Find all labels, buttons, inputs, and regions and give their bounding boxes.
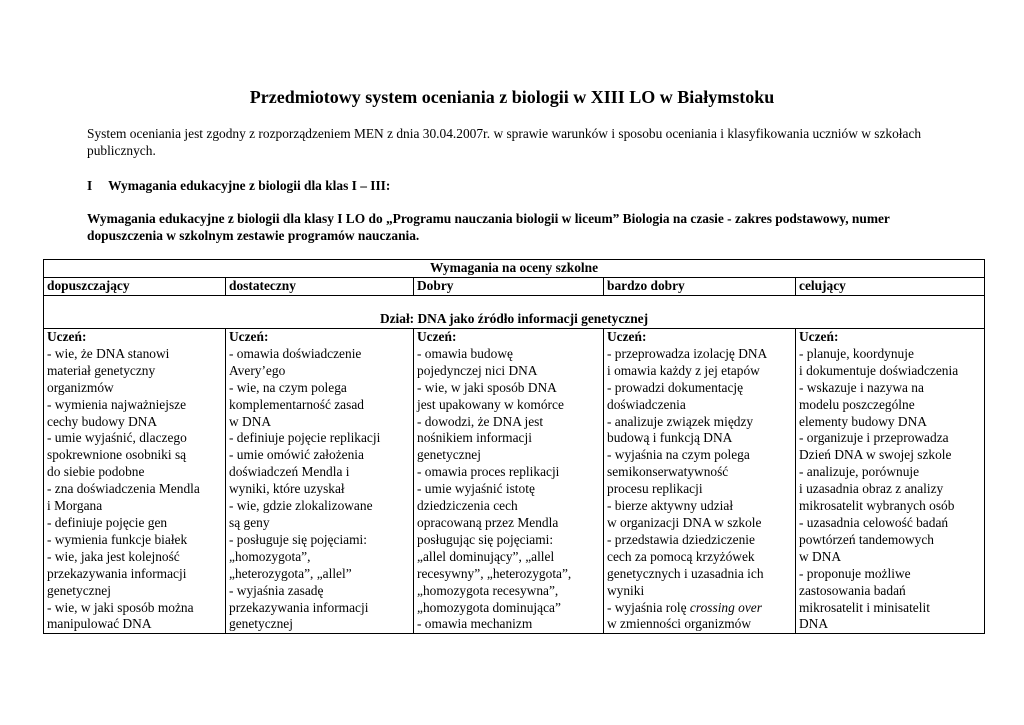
cell-lead: Uczeń:	[47, 329, 87, 344]
requirements-paragraph: Wymagania edukacyjne z biologii dla klasy I LO do „Programu nauczania biologii w liceum” Biologia na czasie - zakres podstawowy, numer dopuszczenia w szkolnym zestawie programów nauczania.	[87, 211, 890, 243]
cell-line: wyniki, które uzyskał	[229, 481, 345, 497]
cell-line: - wyjaśnia zasadę	[229, 582, 324, 598]
cell-lead: Uczeń:	[229, 329, 269, 344]
cell-line: organizmów	[47, 379, 114, 395]
cell-line: genetycznej	[417, 447, 481, 463]
cell-line: dziedziczenia cech	[417, 498, 518, 514]
cell-line: i Morgana	[47, 498, 103, 514]
cell-line: - przedstawia dziedziczenie	[607, 531, 755, 547]
cell-line: wyniki	[607, 582, 645, 598]
grade-column-dopuszczajacy	[44, 329, 226, 634]
cell-line: w zmienności organizmów	[607, 616, 752, 632]
cell-line: przekazywania informacji	[229, 599, 369, 615]
cell-line: - zna doświadczenia Mendla	[47, 481, 200, 497]
cell-line-prefix: - wyjaśnia rolę	[607, 599, 690, 615]
cell-line: „allel dominujący”, „allel	[417, 548, 555, 564]
cell-line: - omawia doświadczenie	[229, 345, 362, 361]
cell-line: Dzień DNA w swojej szkole	[799, 447, 952, 463]
cell-line: genetycznej	[47, 582, 111, 598]
cell-line: - wie, gdzie zlokalizowane	[229, 498, 373, 514]
cell-line: modelu poszczególne	[799, 396, 915, 412]
header-bardzo-dobry: bardzo dobry	[604, 278, 796, 296]
cell-line: - definiuje pojęcie replikacji	[229, 430, 381, 446]
cell-line: - proponuje możliwe	[799, 565, 911, 581]
cell-line: opracowaną przez Mendla	[417, 514, 559, 530]
cell-line: - przeprowadza izolację DNA	[607, 345, 768, 361]
cell-line: - omawia proces replikacji	[417, 464, 560, 480]
section-heading	[87, 178, 390, 194]
cell-line: w DNA	[799, 548, 842, 564]
cell-line: - wskazuje i nazywa na	[799, 379, 924, 395]
section-number: I	[87, 178, 93, 193]
cell-line: są geny	[229, 514, 270, 530]
cell-line: cech za pomocą krzyżówek	[607, 548, 755, 564]
cell-line: - omawia budowę	[417, 345, 513, 361]
cell-line: - dowodzi, że DNA jest	[417, 413, 544, 429]
cell-line: - omawia mechanizm	[417, 616, 533, 632]
grade-column-celujacy	[796, 329, 985, 634]
cell-line: - prowadzi dokumentację	[607, 379, 744, 395]
cell-line: - analizuje związek między	[607, 413, 754, 429]
cell-line: - analizuje, porównuje	[799, 464, 920, 480]
cell-line: mikrosatelit wybranych osób	[799, 498, 955, 514]
cell-line: nośnikiem informacji	[417, 430, 532, 446]
cell-line: budową i funkcją DNA	[607, 430, 733, 446]
cell-line: - umie wyjaśnić istotę	[417, 481, 535, 497]
intro-paragraph: System oceniania jest zgodny z rozporządzeniem MEN z dnia 30.04.2007r. w sprawie warunków i sposobu oceniania i klasyfikowania uczniów w szkołach publicznych.	[87, 126, 922, 158]
cell-lead: Uczeń:	[417, 329, 457, 344]
cell-line: recesywny”, „heterozygota”,	[417, 565, 572, 581]
cell-line: - organizuje i przeprowadza	[799, 430, 949, 446]
cell-line: - wie, w jaki sposób można	[47, 599, 194, 615]
grade-column-dostateczny	[226, 329, 414, 634]
cell-line: - wie, na czym polega	[229, 379, 347, 395]
cell-line: genetycznych i uzasadnia ich	[607, 565, 764, 581]
cell-line: - wie, jaka jest kolejność	[47, 548, 180, 564]
cell-line: - bierze aktywny udział	[607, 498, 734, 514]
cell-line: powtórzeń tandemowych	[799, 531, 934, 547]
table-caption: Wymagania na oceny szkolne	[44, 260, 985, 278]
cell-line: pojedynczej nici DNA	[417, 362, 538, 378]
cell-line: materiał genetyczny	[47, 362, 156, 378]
grade-column-bardzo-dobry	[604, 329, 796, 634]
cell-line: elementy budowy DNA	[799, 413, 927, 429]
cell-line: - posługuje się pojęciami:	[229, 531, 367, 547]
cell-line: - wyjaśnia na czym polega	[607, 447, 750, 463]
table-content-row	[44, 329, 985, 634]
cell-line: i dokumentuje doświadczenia	[799, 362, 959, 378]
header-dobry: Dobry	[414, 278, 604, 296]
cell-line: spokrewnione osobniki są	[47, 447, 187, 463]
cell-line: posługując się pojęciami:	[417, 531, 554, 547]
cell-line: doświadczenia	[607, 396, 686, 412]
cell-line: manipulować DNA	[47, 616, 152, 632]
cell-line: mikrosatelit i minisatelit	[799, 599, 930, 615]
cell-line: Avery’ego	[229, 362, 286, 378]
cell-line: „homozygota dominująca”	[417, 599, 561, 615]
cell-line: - umie omówić założenia	[229, 447, 364, 463]
table-header-row	[44, 278, 985, 296]
cell-line	[607, 600, 792, 617]
cell-line: i omawia każdy z jej etapów	[607, 362, 760, 378]
cell-line: do siebie podobne	[47, 464, 145, 480]
cell-line: - wymienia najważniejsze	[47, 396, 187, 412]
cell-line: procesu replikacji	[607, 481, 703, 497]
cell-line: „heterozygota”, „allel”	[229, 565, 352, 581]
cell-line: - planuje, koordynuje	[799, 345, 914, 361]
cell-line: - umie wyjaśnić, dlaczego	[47, 430, 187, 446]
table-section-title: Dział: DNA jako źródło informacji genetycznej	[44, 296, 985, 329]
cell-line: jest upakowany w komórce	[417, 396, 564, 412]
cell-line: semikonserwatywność	[607, 464, 729, 480]
cell-line: doświadczeń Mendla i	[229, 464, 350, 480]
grades-table	[43, 259, 985, 634]
cell-line: w DNA	[229, 413, 272, 429]
cell-line: - wymienia funkcje białek	[47, 531, 188, 547]
cell-line: - definiuje pojęcie gen	[47, 514, 168, 530]
grade-column-dobry	[414, 329, 604, 634]
header-celujacy: celujący	[796, 278, 985, 296]
cell-line: - uzasadnia celowość badań	[799, 514, 949, 530]
table-section-row	[44, 296, 985, 329]
cell-line: DNA	[799, 616, 829, 632]
page-title: Przedmiotowy system oceniania z biologii w XIII LO w Białymstoku	[249, 87, 775, 107]
section-heading-text: Wymagania edukacyjne z biologii dla klas I – III:	[108, 178, 391, 193]
header-dopuszczajacy: dopuszczający	[44, 278, 226, 296]
cell-lead: Uczeń:	[607, 329, 647, 344]
cell-line: przekazywania informacji	[47, 565, 187, 581]
cell-line: komplementarność zasad	[229, 396, 364, 412]
cell-line-italic-term: crossing over	[689, 599, 762, 615]
cell-line: zastosowania badań	[799, 582, 906, 598]
cell-line: i uzasadnia obraz z analizy	[799, 481, 944, 497]
cell-lead: Uczeń:	[799, 329, 839, 344]
cell-line: „homozygota”,	[229, 548, 311, 564]
cell-line: genetycznej	[229, 616, 293, 632]
header-dostateczny: dostateczny	[226, 278, 414, 296]
cell-line: w organizacji DNA w szkole	[607, 514, 762, 530]
cell-line: - wie, że DNA stanowi	[47, 345, 170, 361]
cell-line: „homozygota recesywna”,	[417, 582, 559, 598]
table-caption-row	[44, 260, 985, 278]
cell-line: - wie, w jaki sposób DNA	[417, 379, 557, 395]
cell-line: cechy budowy DNA	[47, 413, 158, 429]
